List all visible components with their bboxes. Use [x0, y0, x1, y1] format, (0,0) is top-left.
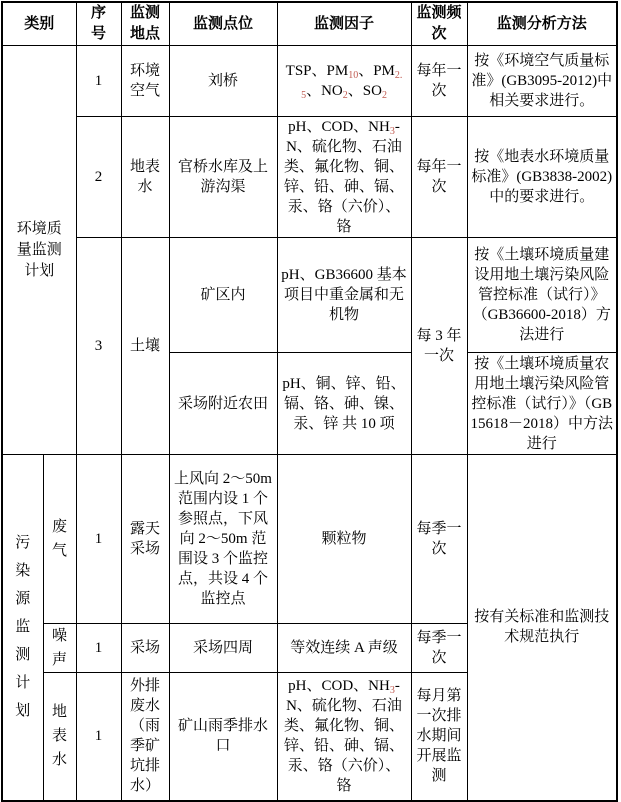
cell-env-water-factor: pH、COD、$NH_3-N$、硫化物、石油类、氟化物、铜、锌、铅、砷、镉、汞、铬（六价）、铬: [277, 117, 411, 238]
cell-pollution-noise-factor: 等效连续 A 声级: [277, 624, 411, 673]
cell-env-water-location: 地表水: [121, 117, 169, 238]
cell-pollution-water-factor: pH、COD、$NH_3-N$、硫化物、石油类、氟化物、铜、锌、铅、砷、镉、汞、铬（六价）、铬: [277, 673, 411, 801]
cell-env-soil-mining-factor: pH、GB36600 基本项目中重金属和无机物: [277, 238, 411, 353]
cell-pollution-noise-frequency: 每季一次: [411, 624, 467, 673]
cell-env-soil-mining-point: 矿区内: [169, 238, 277, 353]
cell-pollution-water-no: 1: [76, 673, 121, 801]
cell-pollution-noise-no: 1: [76, 624, 121, 673]
cell-env-water-no: 2: [76, 117, 121, 238]
cell-env-water-point: 官桥水库及上游沟渠: [169, 117, 277, 238]
cell-env-air-factor: TSP、$PM_{10}$、$PM_{2.5}$、$NO_2$、$SO_2$: [277, 46, 411, 117]
cell-pollution-water-location: 外排废水（雨季矿坑排水）: [121, 673, 169, 801]
cell-env-air-method: 按《环境空气质量标准》(GB3095-2012)中相关要求进行。: [467, 46, 617, 117]
cell-env-water-frequency: 每年一次: [411, 117, 467, 238]
col-header-frequency: 监测频次: [411, 2, 467, 46]
col-header-serial: 序号: [76, 2, 121, 46]
cell-env-air-point: 刘桥: [169, 46, 277, 117]
col-header-method: 监测分析方法: [467, 2, 617, 46]
cell-pollution-water-type: 地表水: [43, 673, 76, 801]
cell-pollution-gas-point: 上风向 2～50m 范围内设 1 个参照点，下风向 2～50m 范围设 3 个监控点，共设 4 个监控点: [169, 455, 277, 624]
cell-pollution-gas-type: 废气: [43, 455, 76, 624]
cell-env-water-method: 按《地表水环境质量标准》(GB3838-2002)中的要求进行。: [467, 117, 617, 238]
cell-env-soil-mining-method: 按《土壤环境质量建设用地土壤污染风险管控标准（试行）》（GB36600-2018）方法进行: [467, 238, 617, 353]
row-env-air: [2, 46, 617, 117]
row-env-soil-mining: [2, 238, 617, 353]
col-header-factor: 监测因子: [277, 2, 411, 46]
row-pollution-gas: [2, 455, 617, 624]
cell-pollution-noise-point: 采场四周: [169, 624, 277, 673]
cell-pollution-water-point: 矿山雨季排水口: [169, 673, 277, 801]
cell-env-category: 环境质量监测计划: [2, 46, 76, 455]
cell-env-air-no: 1: [76, 46, 121, 117]
cell-pollution-category: 污染源监测计划: [2, 455, 43, 801]
cell-pollution-method: 按有关标准和监测技术规范执行: [467, 455, 617, 801]
cell-pollution-water-frequency: 每月第一次排水期间开展监测: [411, 673, 467, 801]
cell-env-soil-farmland-factor: pH、铜、锌、铅、镉、铬、砷、镍、汞、锌 共 10 项: [277, 353, 411, 455]
cell-pollution-gas-no: 1: [76, 455, 121, 624]
cell-pollution-noise-type: 噪声: [43, 624, 76, 673]
cell-env-soil-frequency: 每 3 年一次: [411, 238, 467, 455]
monitoring-plan-table: [1, 1, 618, 802]
col-header-point: 监测点位: [169, 2, 277, 46]
cell-pollution-gas-frequency: 每季一次: [411, 455, 467, 624]
cell-pollution-gas-factor: 颗粒物: [277, 455, 411, 624]
cell-env-air-location: 环境空气: [121, 46, 169, 117]
header-row: [2, 2, 617, 46]
col-header-location: 监测地点: [121, 2, 169, 46]
cell-env-soil-location: 土壤: [121, 238, 169, 455]
row-env-water: [2, 117, 617, 238]
cell-env-soil-no: 3: [76, 238, 121, 455]
cell-pollution-gas-location: 露天采场: [121, 455, 169, 624]
cell-env-soil-farmland-method: 按《土壤环境质量农用地土壤污染风险管控标准（试行）》（GB15618－2018）中方法进行: [467, 353, 617, 455]
cell-env-air-frequency: 每年一次: [411, 46, 467, 117]
cell-pollution-noise-location: 采场: [121, 624, 169, 673]
col-header-category: 类别: [2, 2, 76, 46]
cell-env-soil-farmland-point: 采场附近农田: [169, 353, 277, 455]
